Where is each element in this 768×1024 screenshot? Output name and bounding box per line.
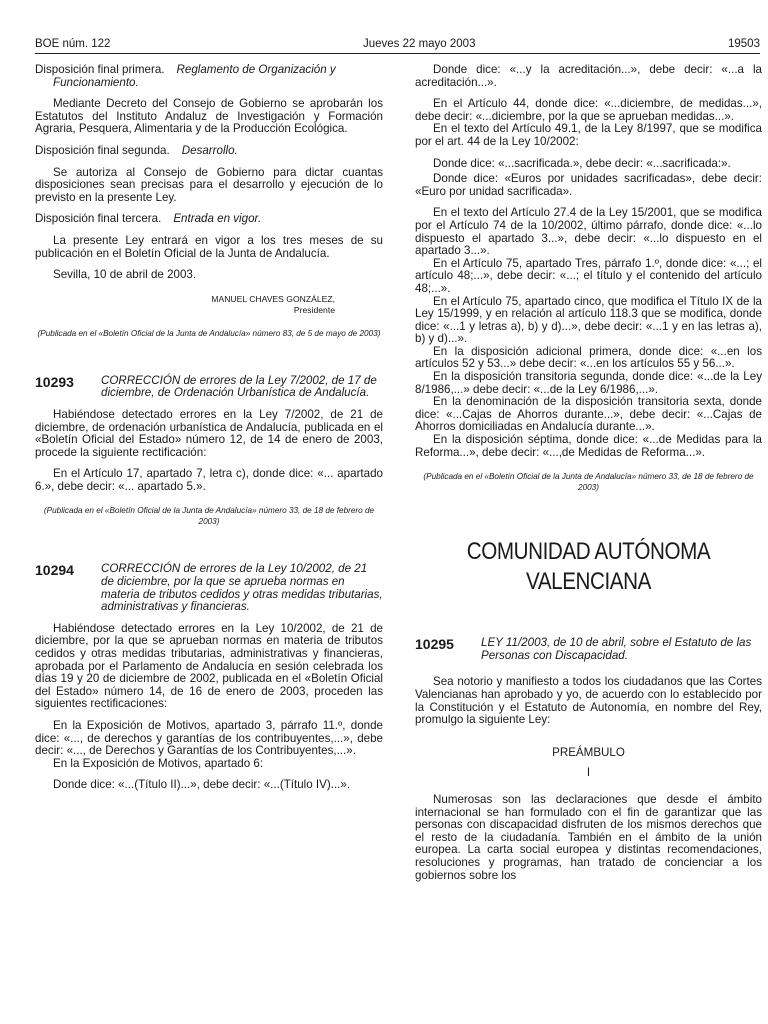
header-rule xyxy=(35,53,760,54)
final-provision-3-heading xyxy=(35,213,383,226)
paragraph: En el texto del Artículo 27.4 de la Ley 15/2001, que se modifica por el Artículo 74 de la 10/2002, último párrafo, donde dice: «...lo dispuesto el apartado 3...», debe decir: «...lo dispuesto en el apartado 3...». xyxy=(415,206,762,258)
paragraph: En la disposición transitoria segunda, donde dice: «...de la Ley 8/1986,...» debe decir: «...de la Ley 6/1986,...». xyxy=(415,370,762,396)
left-column xyxy=(35,64,383,792)
place-date: Sevilla, 10 de abril de 2003. xyxy=(53,268,197,282)
page-header xyxy=(35,38,760,52)
section-title-line: COMUNIDAD AUTÓNOMA xyxy=(466,538,711,566)
paragraph: Donde dice: «...(Título II)...», debe decir: «...(Título IV)...». xyxy=(53,778,351,792)
paragraph: En el Artículo 17, apartado 7, letra c), donde dice: «... apartado 6.», debe decir: «... apartado 5.». xyxy=(35,467,383,493)
provision-label: Disposición final segunda. xyxy=(35,143,170,157)
paragraph: En la disposición adicional primera, donde dice: «...en los artículos 52 y 53...» debe decir: «...en los artículos 55 y 56...». xyxy=(415,344,762,371)
signer-role: Presidente xyxy=(293,304,335,315)
final-provision-2-heading xyxy=(35,145,383,158)
paragraph: En el Artículo 75, apartado Tres, párrafo 1.º, donde dice: «...; el artículo 48;...», debe decir: «...; el título y el contenido del artículo 48;...». xyxy=(415,256,762,295)
publication-note: (Publicada en el «Boletín Oficial de la Junta de Andalucía» número 83, de 5 de mayo de 2003) xyxy=(37,328,381,338)
right-column xyxy=(415,64,762,882)
paragraph: Donde dice: «...y la acreditación...», debe decir: «...a la acreditación...». xyxy=(415,63,762,89)
provision-title: Reglamento de Organización y Funcionamiento. xyxy=(53,63,336,89)
paragraph: Donde dice: «Euros por unidades sacrificadas», debe decir: «Euro por unidad sacrificada». xyxy=(415,172,762,198)
section-title-line: VALENCIANA xyxy=(526,568,651,596)
entry-title: LEY 11/2003, de 10 de abril, sobre el Estatuto de las Personas con Discapacidad. xyxy=(481,636,752,662)
publication-date: Jueves 22 mayo 2003 xyxy=(362,38,476,50)
entry-number: 10295 xyxy=(415,636,454,653)
paragraph: Sea notorio y manifiesto a todos los ciudadanos que las Cortes Valencianas han aprobado y yo, de acuerdo con lo establecido por la Constitución y el Estatuto de Autonomía, en nombre del Rey, promulgo la siguiente Ley: xyxy=(415,675,762,727)
entry-10295 xyxy=(415,637,762,662)
paragraph: En el Artículo 75, apartado cinco, que modifica el Título IX de la Ley 15/1999, y en relación al artículo 118.3 que se modifica, donde dice: «...1 y letras a), b) y d)...», debe decir: «...1 y en las letras a), b) y d)...». xyxy=(415,294,762,346)
entry-10294 xyxy=(35,563,383,613)
paragraph: En la denominación de la disposición transitoria sexta, donde dice: «...Cajas de Ahorros durante...», debe decir: «...Cajas de Ahorros domiciliadas en Andalucía durante...». xyxy=(415,395,762,434)
publication-note: (Publicada en el «Boletín Oficial de la Junta de Andalucía» número 33, de 18 de febrero de 2003) xyxy=(423,472,754,493)
paragraph: Habiéndose detectado errores en la Ley 7/2002, de 21 de diciembre, de ordenación urbanística de Andalucía, publicada en el «Boletín Oficial del Estado» número 12, de 14 de enero de 2003, procede la siguiente rectificación: xyxy=(35,407,383,459)
paragraph: En el Artículo 44, donde dice: «...diciembre, de medidas...», debe decir: «...diciembre, por la que se aprueban medidas...». xyxy=(415,97,762,123)
paragraph: En la disposición séptima, donde dice: «...de Medidas para la Reforma...», debe decir: «...,de Medidas de Reforma...». xyxy=(415,433,762,459)
paragraph: En la Exposición de Motivos, apartado 6: xyxy=(53,756,264,770)
journal-issue: BOE núm. 122 xyxy=(35,38,111,50)
entry-title: CORRECCIÓN de errores de la Ley 7/2002, de 17 de diciembre, de Ordenación Urbanística de Andalucía. xyxy=(101,373,377,400)
paragraph: Donde dice: «...sacrificada.», debe decir: «...sacrificada:». xyxy=(433,156,731,170)
paragraph: En la Exposición de Motivos, apartado 3, párrafo 11.º, donde dice: «..., de derechos y garantías de los contribuyentes,...», debe decir: «..., de Derechos y Garantías de los Contribuyentes,...». xyxy=(35,719,383,758)
entry-number: 10293 xyxy=(35,373,74,390)
provision-title: Desarrollo. xyxy=(181,143,238,157)
final-provision-2-text: Se autoriza al Consejo de Gobierno para dictar cuantas disposiciones sean precisas para el desarrollo y ejecución de lo previsto en la presente Ley. xyxy=(35,165,383,204)
final-provision-3-text: La presente Ley entrará en vigor a los tres meses de su publicación en el Boletín Oficial de la Junta de Andalucía. xyxy=(35,233,383,260)
entry-10293 xyxy=(35,375,383,400)
publication-note: (Publicada en el «Boletín Oficial de la Junta de Andalucía» número 33, de 18 de febrero de 2003) xyxy=(43,506,375,527)
roman-numeral: I xyxy=(586,766,591,780)
signer-name: MANUEL CHAVES GONZÁLEZ, xyxy=(211,293,335,304)
preamble-heading: PREÁMBULO xyxy=(552,745,625,759)
provision-label: Disposición final primera. xyxy=(35,63,165,76)
paragraph: Numerosas son las declaraciones que desde el ámbito internacional se han formulado con el fin de garantizar que las personas con discapacidad disfruten de los mismos derechos que el resto de la ciudadanía. También en el ámbito de la unión europea. La carta social europea y distintas recomendaciones, resoluciones y programas, han tratado de concienciar a los gobiernos sobre los xyxy=(415,792,762,882)
entry-title: CORRECCIÓN de errores de la Ley 10/2002, de 21 de diciembre, por la que se aprueba normas en materia de tributos cedidos y otras medidas tributarias, administrativas y financieras. xyxy=(101,562,383,614)
entry-number: 10294 xyxy=(35,562,74,579)
page-number: 19503 xyxy=(728,38,760,50)
paragraph: En el texto del Artículo 49.1, de la Ley 8/1997, que se modifica por el art. 44 de la Ley 10/2002: xyxy=(415,122,762,148)
final-provision-1-text: Mediante Decreto del Consejo de Gobierno se aprobarán los Estatutos del Instituto Andaluz de Investigación y Formación Agraria, Pesquera, Alimentaria y de la Producción Ecológica. xyxy=(35,97,383,136)
paragraph: Habiéndose detectado errores en la Ley 10/2002, de 21 de diciembre, por la que se aprueban normas en materia de tributos cedidos y otras medidas tributarias, administrativas y financieras, aprobada por el Parlamento de Andalucía en sesión celebrada los días 19 y 20 de diciembre de 2002, publicada en el «Boletín Oficial del Estado» número 14, de 16 de enero de 2003, proceden las siguientes rectificaciones: xyxy=(35,621,383,711)
provision-title: Entrada en vigor. xyxy=(173,212,262,226)
section-title xyxy=(439,537,737,597)
signature-block xyxy=(35,294,383,316)
final-provision-1-heading xyxy=(35,64,383,89)
provision-label: Disposición final tercera. xyxy=(35,212,162,226)
